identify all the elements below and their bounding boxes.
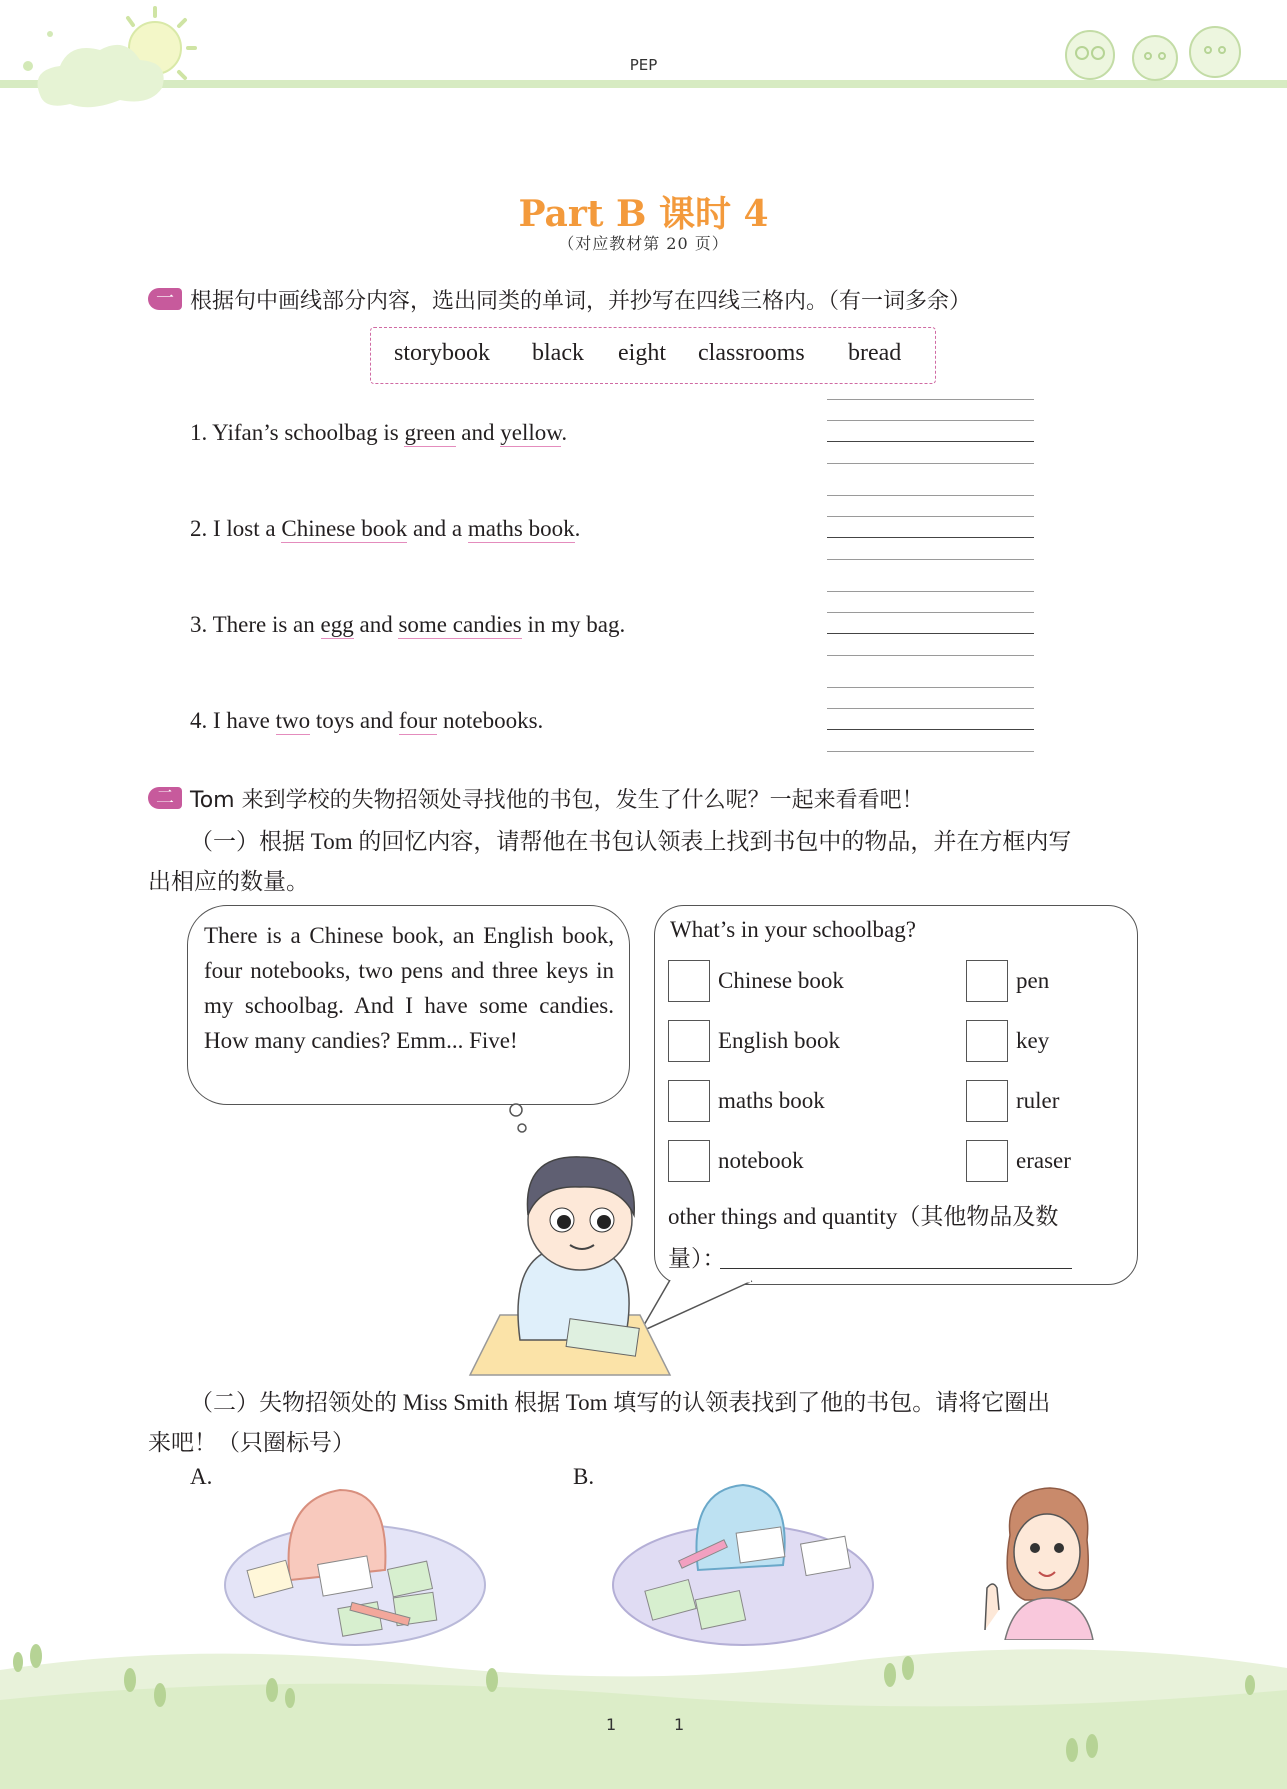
question-4: 4. I have two toys and four notebooks. (190, 708, 544, 733)
underlined-word: maths book (467, 516, 575, 541)
question-1: 1. Yifan’s schoolbag is green and yellow. (190, 420, 568, 445)
underlined-word: egg (320, 612, 354, 637)
item-label: Chinese book (718, 968, 844, 993)
answer-lines-1[interactable] (827, 399, 1034, 483)
question-2: 2. I lost a Chinese book and a maths book. (190, 516, 581, 541)
quantity-box-ruler[interactable] (966, 1080, 1008, 1122)
underlined-word: four (398, 708, 438, 733)
part-1-instruction-line-2: 出相应的数量。 (148, 869, 309, 894)
item-label: English book (718, 1028, 841, 1053)
item-label: eraser (1016, 1148, 1071, 1173)
header-label: PEP (629, 56, 658, 74)
miss-smith-illustration (975, 1480, 1100, 1640)
item-label: ruler (1016, 1088, 1060, 1113)
underlined-word: yellow (500, 420, 562, 445)
underlined-word: Chinese book (281, 516, 408, 541)
quantity-box-chinese-book[interactable] (668, 960, 710, 1002)
quantity-box-pen[interactable] (966, 960, 1008, 1002)
word-bank-item: classrooms (698, 340, 805, 366)
section-2-instruction: Tom 来到学校的失物招领处寻找他的书包，发生了什么呢？一起来看看吧！ (190, 788, 924, 813)
part-2-instruction-line-2: 来吧！（只圈标号） (148, 1430, 355, 1455)
word-bank-item: eight (618, 340, 666, 366)
other-things-label-line-2: 量）： (668, 1246, 726, 1271)
option-b-label[interactable]: B. (573, 1464, 595, 1489)
part-1-instruction-line-1: （一）根据 Tom 的回忆内容，请帮他在书包认领表上找到书包中的物品，并在方框内写 (190, 829, 1072, 854)
quantity-box-key[interactable] (966, 1020, 1008, 1062)
word-bank-item: bread (848, 340, 902, 366)
schoolbag-a-illustration (220, 1470, 490, 1650)
item-label: notebook (718, 1148, 804, 1173)
item-label: maths book (718, 1088, 825, 1113)
quantity-box-english-book[interactable] (668, 1020, 710, 1062)
page-number-right: 1 (674, 1715, 685, 1734)
word-bank-item: storybook (394, 340, 490, 366)
page-number-left: 1 (606, 1715, 617, 1734)
word-bank-item: black (532, 340, 584, 366)
other-things-label-line-1: other things and quantity（其他物品及数 (668, 1204, 1059, 1229)
underlined-word: some candies (398, 612, 522, 637)
part-2-instruction-line-1: （二）失物招领处的 Miss Smith 根据 Tom 填写的认领表找到了他的书包。请将它圈出 (190, 1390, 1051, 1415)
answer-lines-2[interactable] (827, 495, 1034, 579)
animal-faces-decoration (1055, 20, 1255, 85)
underlined-word: two (275, 708, 311, 733)
ground-decoration (0, 1640, 1287, 1789)
section-1-badge: 一 (148, 288, 182, 310)
memory-text: There is a Chinese book, an English book, four notebooks, two pens and three keys in my schoolbag. And I have some candies. How many candies? Emm... Five! (204, 923, 614, 1053)
form-question: What’s in your schoolbag? (670, 917, 916, 942)
item-label: pen (1016, 968, 1050, 993)
lesson-title: Part B 课时 4 (518, 193, 769, 235)
quantity-box-eraser[interactable] (966, 1140, 1008, 1182)
boy-writing-illustration (440, 1115, 700, 1380)
answer-lines-4[interactable] (827, 687, 1034, 771)
other-things-input[interactable] (720, 1268, 1072, 1269)
section-1-instruction: 根据句中画线部分内容，选出同类的单词，并抄写在四线三格内。（有一词多余） (190, 289, 972, 314)
lesson-subtitle: （对应教材第 20 页） (558, 234, 729, 253)
option-a-label[interactable]: A. (190, 1464, 213, 1489)
underlined-word: green (404, 420, 456, 445)
answer-lines-3[interactable] (827, 591, 1034, 675)
section-2-badge: 二 (148, 787, 182, 809)
question-3: 3. There is an egg and some candies in my bag. (190, 612, 626, 637)
schoolbag-b-illustration (608, 1470, 878, 1650)
item-label: key (1016, 1028, 1050, 1053)
